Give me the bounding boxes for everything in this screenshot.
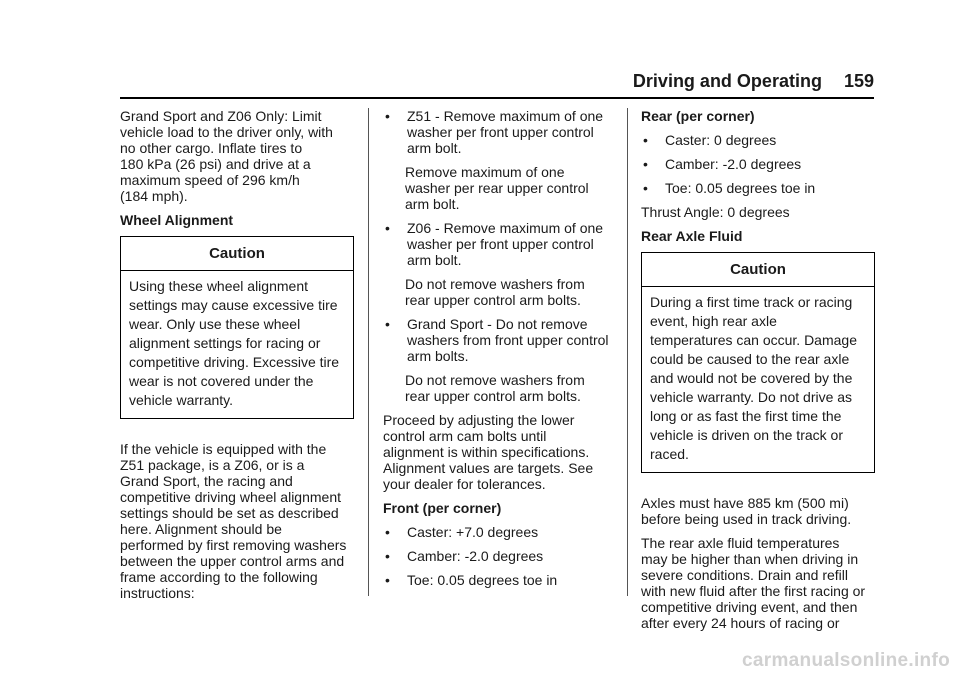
column-divider-2 <box>627 108 628 596</box>
rear-caster: Caster: 0 degrees <box>665 132 777 148</box>
list-item <box>641 132 875 148</box>
front-heading: Front (per corner) <box>383 500 502 516</box>
bullet-mark: • <box>385 572 390 588</box>
rear-axle-fluid-heading: Rear Axle Fluid <box>641 228 743 244</box>
bullet-text: Z51 - Remove maximum of one washer per front upper control arm bolt. <box>407 108 604 156</box>
bullet-mark: • <box>643 180 648 196</box>
caution-body: Using these wheel alignment settings may cause excessive tire wear. Only use these wheel alignment settings for racing or competitive driving. Excessive tire wear is not covered under the vehicle warranty. <box>129 278 340 408</box>
bullet-mark: • <box>643 132 648 148</box>
axles-paragraph: Axles must have 885 km (500 mi) before being used in track driving. <box>641 495 852 527</box>
bullet-subtext: Remove maximum of one washer per rear upper control arm bolt. <box>405 164 589 212</box>
fluid-paragraph: The rear axle fluid temperatures may be higher than when driving in severe conditions. Drain and refill with new fluid after the first racing or competitive driving event, and then after every 24 hours of racing or <box>641 535 866 631</box>
caution-title: Caution <box>642 253 874 287</box>
bullet-mark: • <box>385 108 390 124</box>
front-caster: Caster: +7.0 degrees <box>407 524 539 540</box>
thrust-angle: Thrust Angle: 0 degrees <box>641 204 790 220</box>
bullet-subtext: Do not remove washers from rear upper control arm bolts. <box>405 372 585 404</box>
bullet-mark: • <box>643 156 648 172</box>
column-1 <box>120 108 354 609</box>
caution-box-alignment <box>120 236 354 419</box>
front-camber: Camber: -2.0 degrees <box>407 548 544 564</box>
list-item <box>383 316 613 364</box>
watermark: carmanualsonline.info <box>742 650 950 671</box>
caution-title: Caution <box>121 237 353 271</box>
wheel-alignment-heading: Wheel Alignment <box>120 212 234 228</box>
column-3 <box>641 108 875 639</box>
list-item <box>383 220 613 268</box>
bullet-text: Z06 - Remove maximum of one washer per front upper control arm bolt. <box>407 220 604 268</box>
caution-body: During a first time track or racing event, high rear axle temperatures can occur. Damage could be caused to the rear axle and would not be covered by the vehicle warranty. Do not drive as long or as fast the first time the vehicle is driven on the track or raced. <box>650 294 857 462</box>
header-rule <box>120 97 874 99</box>
bullet-mark: • <box>385 316 390 332</box>
alignment-paragraph: If the vehicle is equipped with the Z51 package, is a Z06, or is a Grand Sport, the racing and competitive driving wheel alignment settings should be set as described here. Alignment should be performed by first removing washers between the upper control arms and frame according to the following instructions: <box>120 441 347 601</box>
bullet-mark: • <box>385 220 390 236</box>
bullet-mark: • <box>385 548 390 564</box>
bullet-subtext: Do not remove washers from rear upper control arm bolts. <box>405 276 585 308</box>
bullet-mark: • <box>385 524 390 540</box>
list-item <box>383 108 613 156</box>
list-item <box>383 548 613 564</box>
list-item <box>383 572 613 588</box>
list-item <box>641 180 875 196</box>
rear-toe: Toe: 0.05 degrees toe in <box>665 180 816 196</box>
bullet-text: Grand Sport - Do not remove washers from front upper control arm bolts. <box>407 316 609 364</box>
list-item <box>383 524 613 540</box>
rear-camber: Camber: -2.0 degrees <box>665 156 802 172</box>
caution-box-axle <box>641 252 875 473</box>
page-header <box>633 70 874 92</box>
rear-heading: Rear (per corner) <box>641 108 755 124</box>
intro-paragraph: Grand Sport and Z06 Only: Limit vehicle load to the driver only, with no other cargo. Inflate tires to 180 kPa (26 psi) and drive at a maximum speed of 296 km/h (184 mph). <box>120 108 333 204</box>
column-divider-1 <box>368 108 369 596</box>
list-item <box>641 156 875 172</box>
section-title: Driving and Operating <box>632 71 822 91</box>
page-number: 159 <box>843 71 874 91</box>
column-2 <box>383 108 613 596</box>
proceed-paragraph: Proceed by adjusting the lower control arm cam bolts until alignment is within specifications. Alignment values are targets. See your dealer for tolerances. <box>383 412 594 492</box>
front-toe: Toe: 0.05 degrees toe in <box>407 572 558 588</box>
